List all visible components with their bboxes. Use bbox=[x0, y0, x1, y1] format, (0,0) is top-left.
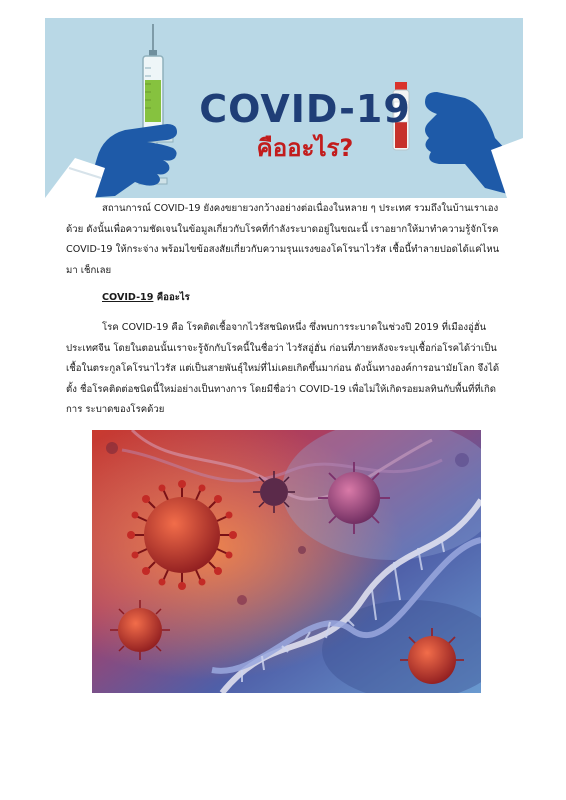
section-heading-rest: คืออะไร bbox=[153, 292, 190, 303]
banner-title: COVID-19 bbox=[199, 87, 411, 131]
virus-small-middle bbox=[253, 471, 295, 513]
virus-large bbox=[127, 480, 237, 590]
right-glove-icon bbox=[425, 92, 523, 198]
virus-tiny bbox=[455, 453, 469, 467]
section-heading-underlined: COVID-19 bbox=[102, 292, 154, 303]
virus-tiny bbox=[237, 595, 247, 605]
virus-tiny bbox=[106, 442, 118, 454]
coronavirus-dna-image bbox=[92, 430, 481, 693]
banner-subtitle: คืออะไร? bbox=[256, 134, 354, 162]
section-body-paragraph: โรค COVID-19 คือ โรคติดเชื้อจากไวรัสชนิดหนึ่ง ซึ่งพบการระบาดในช่วงปี 2019 ที่เมืองอู่ฮั่น ประเทศจีน โดยในตอนนั้นเราจะรู้จักกับโรคนี้ในชื่อว่า ไวรัสอู่ฮั่น ก่อนที่ภายหลังจะระบุเชื้อก่อโรคได้ว่าเป็น เชื้อในตระกูลโคโรนาไวรัส แต่เป็นสายพันธุ์ใหม่ที่ไม่เคยเกิดขึ้นมาก่อน ดังนั้นทางองค์การอนามัยโลก จึงได้ตั้ง ชื่อโรคติดต่อชนิดนี้ใหม่อย่างเป็นทางการ โดยมีชื่อว่า COVID-19 เพื่อไม่ให้เกิดรอยมลทินกับพื้นที่ที่เกิดการ ระบาดของโรคด้วย bbox=[66, 322, 500, 415]
left-glove-icon bbox=[45, 124, 177, 198]
virus-small-left bbox=[110, 600, 170, 660]
covid-banner bbox=[45, 18, 523, 198]
intro-paragraph: สถานการณ์ COVID-19 ยังคงขยายวงกว้างอย่างต่อเนื่องในหลาย ๆ ประเทศ รวมถึงในบ้านเราเอง ด้วย ดังนั้นเพื่อความชัดเจนในข้อมูลเกี่ยวกับโรคที่กำลังระบาดอยู่ในขณะนี้ เราอยากให้มาทำความรู้จักโรค COVID-19 ให้กระจ่าง พร้อมไขข้อสงสัยเกี่ยวกับความรุนแรงของโคโรนาไวรัส เชื้อนี้ทำลายปอดได้แค่ไหน มา เช็กเลย bbox=[66, 203, 500, 276]
section-heading bbox=[102, 291, 190, 305]
virus-illustration bbox=[92, 430, 481, 693]
virus-tiny bbox=[298, 546, 306, 554]
